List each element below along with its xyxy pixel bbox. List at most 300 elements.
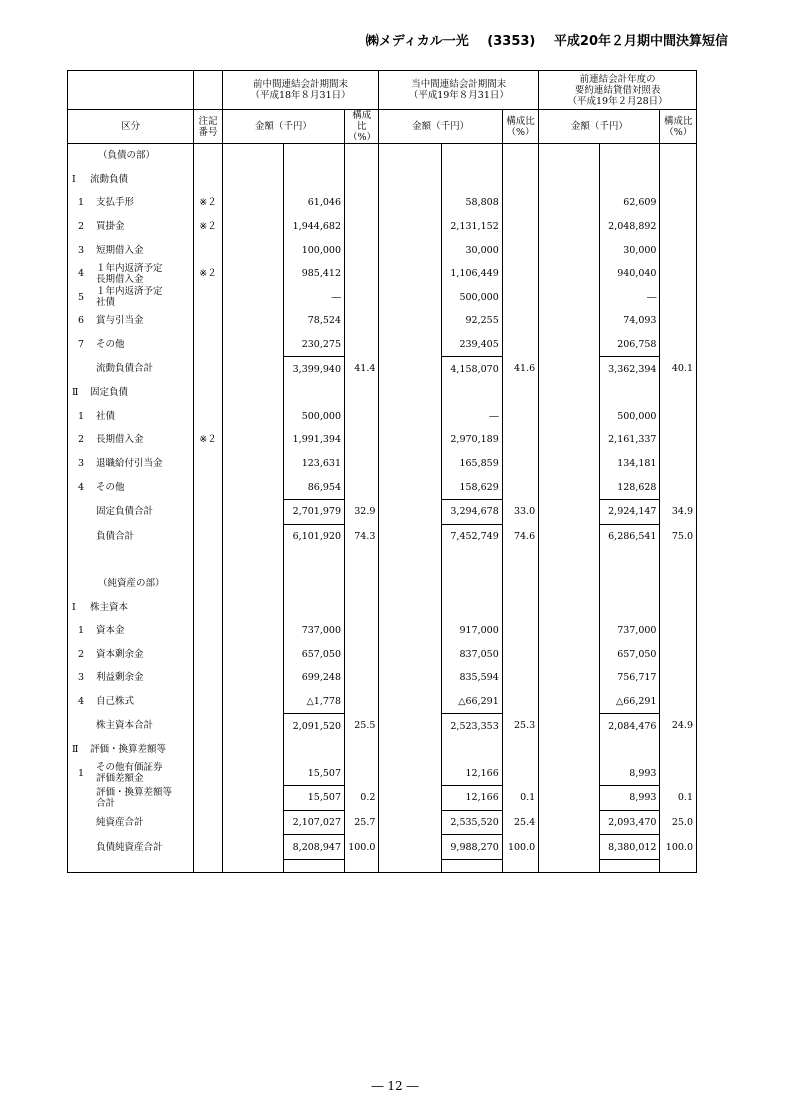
amount-cell: [284, 168, 345, 192]
ratio-cell: [345, 191, 379, 215]
company-name: ㈱メディカル一光: [365, 34, 469, 49]
table-row: [68, 524, 697, 548]
amount-cell: 8,380,012: [599, 835, 660, 860]
row-label: 3 短期借入金: [68, 238, 194, 262]
ratio-cell: 25.3: [502, 714, 538, 738]
amount-cell: 12,166: [442, 786, 503, 811]
table-row: [68, 333, 697, 357]
table-row: [68, 428, 697, 452]
note-ref: [194, 572, 222, 596]
amount-cell: 500,000: [284, 405, 345, 429]
table-row: [68, 666, 697, 690]
table-row: [68, 357, 697, 381]
table-row: [68, 238, 697, 262]
amount-cell: 7,452,749: [442, 524, 503, 548]
note-ref: [194, 499, 222, 524]
note-ref: [194, 309, 222, 333]
note-ref: [194, 524, 222, 548]
amount-cell: 8,208,947: [284, 835, 345, 860]
amount-cell: 6,101,920: [284, 524, 345, 548]
ratio-cell: [660, 144, 697, 168]
amount-cell: 2,970,189: [442, 428, 503, 452]
ratio-cell: [502, 619, 538, 643]
ratio-cell: [660, 572, 697, 596]
table-row: [68, 262, 697, 286]
note-ref: [194, 475, 222, 499]
ratio-cell: [502, 572, 538, 596]
col-head-ratio-3: 構成比 （%）: [660, 110, 697, 144]
ratio-cell: [502, 405, 538, 429]
ratio-cell: [345, 548, 379, 572]
amount-cell: 1,944,682: [284, 215, 345, 239]
amount-cell: 2,523,353: [442, 714, 503, 738]
ratio-cell: [660, 595, 697, 619]
ratio-cell: [660, 475, 697, 499]
amount-cell: 8,993: [599, 761, 660, 785]
ratio-cell: [502, 238, 538, 262]
amount-cell: 1,991,394: [284, 428, 345, 452]
ratio-cell: [345, 666, 379, 690]
amount-cell: 206,758: [599, 333, 660, 357]
col-head-kubun: 区分: [68, 110, 194, 144]
note-ref: [194, 357, 222, 381]
ratio-cell: 0.1: [660, 786, 697, 811]
ratio-cell: [502, 666, 538, 690]
table-row: [68, 499, 697, 524]
row-label: 4 １年内返済予定 長期借入金: [68, 262, 194, 286]
ratio-cell: [345, 738, 379, 762]
note-ref: [194, 144, 222, 168]
ratio-cell: 74.3: [345, 524, 379, 548]
row-number: 1: [78, 625, 85, 637]
note-ref: ※２: [194, 215, 222, 239]
row-label: 流動負債合計: [68, 357, 194, 381]
ratio-cell: [345, 452, 379, 476]
row-number: Ⅰ: [72, 601, 76, 613]
table-row: [68, 595, 697, 619]
note-ref: [194, 452, 222, 476]
note-ref: [194, 690, 222, 714]
ratio-cell: 0.1: [502, 786, 538, 811]
amount-cell: 8,993: [599, 786, 660, 811]
amount-cell: 15,507: [284, 786, 345, 811]
table-row: [68, 405, 697, 429]
amount-cell: 230,275: [284, 333, 345, 357]
ratio-cell: [345, 405, 379, 429]
row-number: 4: [78, 481, 85, 493]
col-head-amount-2: 金額（千円）: [379, 110, 502, 144]
ratio-cell: 75.0: [660, 524, 697, 548]
amount-cell: 2,701,979: [284, 499, 345, 524]
ratio-cell: 100.0: [502, 835, 538, 860]
col-head-ratio-2: 構成比 （%）: [502, 110, 538, 144]
table-row: [68, 690, 697, 714]
row-number: 2: [78, 648, 85, 660]
row-label: 固定負債合計: [68, 499, 194, 524]
ratio-cell: 40.1: [660, 357, 697, 381]
table-row: [68, 738, 697, 762]
period-header-curr-interim: 当中間連結会計期間末 （平成19年８月31日）: [379, 71, 539, 110]
ratio-cell: [345, 168, 379, 192]
ratio-cell: [502, 690, 538, 714]
amount-cell: [442, 738, 503, 762]
note-ref: [194, 238, 222, 262]
amount-cell: 2,535,520: [442, 810, 503, 835]
ratio-cell: 74.6: [502, 524, 538, 548]
ratio-cell: [345, 238, 379, 262]
row-label: 3 利益剰余金: [68, 666, 194, 690]
amount-cell: 985,412: [284, 262, 345, 286]
row-label: 1 その他有価証券 評価差額金: [68, 761, 194, 785]
ratio-cell: [345, 642, 379, 666]
table-row: [68, 191, 697, 215]
row-label: Ⅱ 固定負債: [68, 381, 194, 405]
amount-cell: 917,000: [442, 619, 503, 643]
amount-cell: 92,255: [442, 309, 503, 333]
note-ref: [194, 714, 222, 738]
amount-cell: ―: [599, 286, 660, 310]
amount-cell: [442, 595, 503, 619]
amount-cell: 2,924,147: [599, 499, 660, 524]
row-number: 1: [78, 410, 85, 422]
ratio-cell: [660, 428, 697, 452]
amount-cell: 15,507: [284, 761, 345, 785]
amount-cell: 30,000: [442, 238, 503, 262]
note-ref: [194, 619, 222, 643]
amount-cell: 837,050: [442, 642, 503, 666]
ratio-cell: [345, 761, 379, 785]
amount-cell: [599, 595, 660, 619]
ratio-cell: [502, 738, 538, 762]
ratio-cell: [345, 572, 379, 596]
table-row: [68, 168, 697, 192]
row-label: [68, 548, 194, 572]
amount-cell: 657,050: [284, 642, 345, 666]
amount-cell: 61,046: [284, 191, 345, 215]
ratio-cell: [345, 144, 379, 168]
amount-cell: [599, 572, 660, 596]
ratio-cell: [502, 309, 538, 333]
amount-cell: 737,000: [599, 619, 660, 643]
amount-cell: ―: [284, 286, 345, 310]
amount-cell: 500,000: [599, 405, 660, 429]
row-label: Ⅰ 株主資本: [68, 595, 194, 619]
amount-cell: [284, 144, 345, 168]
ratio-cell: [502, 642, 538, 666]
row-number: 3: [78, 458, 85, 470]
col-head-amount-1: 金額（千円）: [222, 110, 344, 144]
ratio-cell: [345, 428, 379, 452]
row-number: 3: [78, 672, 85, 684]
row-number: 5: [78, 291, 85, 303]
ratio-cell: 25.7: [345, 810, 379, 835]
header-row-periods: [68, 71, 697, 110]
ratio-cell: [660, 642, 697, 666]
ratio-cell: [502, 475, 538, 499]
amount-cell: 737,000: [284, 619, 345, 643]
amount-cell: 58,808: [442, 191, 503, 215]
ratio-cell: [660, 666, 697, 690]
row-label: 負債純資産合計: [68, 835, 194, 860]
note-ref: [194, 405, 222, 429]
row-label: 5 １年内返済予定 社債: [68, 286, 194, 310]
note-ref: [194, 666, 222, 690]
note-ref: ※２: [194, 428, 222, 452]
amount-cell: 9,988,270: [442, 835, 503, 860]
amount-cell: 78,524: [284, 309, 345, 333]
ratio-cell: [660, 405, 697, 429]
row-number: Ⅰ: [72, 173, 76, 185]
amount-cell: △66,291: [442, 690, 503, 714]
amount-cell: 100,000: [284, 238, 345, 262]
amount-cell: 2,107,027: [284, 810, 345, 835]
ratio-cell: [660, 333, 697, 357]
amount-cell: [442, 168, 503, 192]
row-number: 6: [78, 315, 85, 327]
amount-cell: 756,717: [599, 666, 660, 690]
amount-cell: [599, 381, 660, 405]
amount-cell: [442, 548, 503, 572]
amount-cell: [284, 548, 345, 572]
amount-cell: 2,091,520: [284, 714, 345, 738]
row-number: Ⅱ: [72, 387, 79, 399]
ratio-cell: [660, 191, 697, 215]
row-label: （純資産の部）: [68, 572, 194, 596]
ratio-cell: [502, 761, 538, 785]
row-label: 3 退職給付引当金: [68, 452, 194, 476]
ratio-cell: [660, 262, 697, 286]
ratio-cell: [660, 168, 697, 192]
ratio-cell: [502, 215, 538, 239]
ratio-cell: 41.4: [345, 357, 379, 381]
amount-cell: 500,000: [442, 286, 503, 310]
amount-cell: 3,399,940: [284, 357, 345, 381]
amount-cell: 12,166: [442, 761, 503, 785]
period-header-prev-interim: 前中間連結会計期間末 （平成18年８月31日）: [222, 71, 379, 110]
table-row: [68, 452, 697, 476]
row-label: 7 その他: [68, 333, 194, 357]
row-label: Ⅱ 評価・換算差額等: [68, 738, 194, 762]
amount-cell: 123,631: [284, 452, 345, 476]
report-title: 平成20年２月期中間決算短信: [553, 34, 728, 49]
amount-cell: 86,954: [284, 475, 345, 499]
amount-cell: 940,040: [599, 262, 660, 286]
amount-cell: 6,286,541: [599, 524, 660, 548]
amount-cell: 239,405: [442, 333, 503, 357]
row-number: 4: [78, 268, 85, 280]
amount-cell: 74,093: [599, 309, 660, 333]
ratio-cell: 25.4: [502, 810, 538, 835]
amount-cell: 657,050: [599, 642, 660, 666]
amount-cell: [599, 144, 660, 168]
row-number: 2: [78, 434, 85, 446]
note-ref: ※２: [194, 191, 222, 215]
row-label: 6 賞与引当金: [68, 309, 194, 333]
amount-cell: 2,161,337: [599, 428, 660, 452]
ratio-cell: [660, 619, 697, 643]
table-row: [68, 761, 697, 785]
note-ref: [194, 642, 222, 666]
ratio-cell: [345, 381, 379, 405]
note-ref: [194, 835, 222, 860]
amount-cell: [284, 595, 345, 619]
ratio-cell: [502, 144, 538, 168]
amount-cell: 2,084,476: [599, 714, 660, 738]
note-ref: [194, 761, 222, 785]
ratio-cell: [502, 262, 538, 286]
row-label: 純資産合計: [68, 810, 194, 835]
col-head-note: 注記 番号: [194, 110, 222, 144]
ratio-cell: [502, 286, 538, 310]
amount-cell: 1,106,449: [442, 262, 503, 286]
stock-code: (3353): [487, 34, 536, 49]
amount-cell: 835,594: [442, 666, 503, 690]
amount-cell: 2,131,152: [442, 215, 503, 239]
amount-cell: [442, 572, 503, 596]
ratio-cell: 32.9: [345, 499, 379, 524]
amount-cell: [284, 572, 345, 596]
row-label: 評価・換算差額等 合計: [68, 786, 194, 811]
ratio-cell: 100.0: [345, 835, 379, 860]
table-row: [68, 381, 697, 405]
ratio-cell: [502, 548, 538, 572]
table-row: [68, 810, 697, 835]
ratio-cell: [660, 238, 697, 262]
ratio-cell: 0.2: [345, 786, 379, 811]
row-number: 4: [78, 696, 85, 708]
ratio-cell: 25.0: [660, 810, 697, 835]
ratio-cell: [660, 548, 697, 572]
ratio-cell: [660, 452, 697, 476]
note-ref: [194, 168, 222, 192]
note-ref: [194, 595, 222, 619]
amount-cell: [442, 381, 503, 405]
amount-cell: 128,628: [599, 475, 660, 499]
row-label: Ⅰ 流動負債: [68, 168, 194, 192]
amount-cell: ―: [442, 405, 503, 429]
table-row: [68, 215, 697, 239]
amount-cell: 4,158,070: [442, 357, 503, 381]
table-row: [68, 144, 697, 168]
ratio-cell: [502, 333, 538, 357]
note-ref: ※２: [194, 262, 222, 286]
table-row: [68, 309, 697, 333]
period-header-prev-year: 前連結会計年度の 要約連結貸借対照表 （平成19年２月28日）: [539, 71, 697, 110]
row-label: 2 資本剰余金: [68, 642, 194, 666]
note-ref: [194, 786, 222, 811]
table-row: [68, 642, 697, 666]
amount-cell: △66,291: [599, 690, 660, 714]
header-row-columns: [68, 110, 697, 144]
ratio-cell: [345, 595, 379, 619]
ratio-cell: [345, 475, 379, 499]
amount-cell: 62,609: [599, 191, 660, 215]
ratio-cell: [502, 452, 538, 476]
row-label: 1 社債: [68, 405, 194, 429]
ratio-cell: 24.9: [660, 714, 697, 738]
table-row: [68, 786, 697, 811]
amount-cell: [442, 144, 503, 168]
ratio-cell: [345, 690, 379, 714]
note-ref: [194, 333, 222, 357]
row-number: 1: [78, 767, 85, 779]
row-number: Ⅱ: [72, 744, 79, 756]
amount-cell: 3,362,394: [599, 357, 660, 381]
amount-cell: [599, 738, 660, 762]
ratio-cell: [345, 286, 379, 310]
note-ref: [194, 548, 222, 572]
row-number: 1: [78, 197, 85, 209]
ratio-cell: [502, 381, 538, 405]
amount-cell: 158,629: [442, 475, 503, 499]
amount-cell: △1,778: [284, 690, 345, 714]
ratio-cell: [502, 191, 538, 215]
amount-cell: 165,859: [442, 452, 503, 476]
ratio-cell: [502, 595, 538, 619]
ratio-cell: [345, 333, 379, 357]
table-row: [68, 835, 697, 860]
ratio-cell: [502, 428, 538, 452]
amount-cell: 30,000: [599, 238, 660, 262]
table-row: [68, 286, 697, 310]
col-head-ratio-1: 構成比 （%）: [345, 110, 379, 144]
row-label: 2 買掛金: [68, 215, 194, 239]
ratio-cell: [345, 309, 379, 333]
ratio-cell: [660, 690, 697, 714]
row-number: 2: [78, 221, 85, 233]
row-label: 負債合計: [68, 524, 194, 548]
balance-sheet-body: [68, 144, 697, 873]
row-label: 1 資本金: [68, 619, 194, 643]
row-label: 株主資本合計: [68, 714, 194, 738]
row-label: 2 長期借入金: [68, 428, 194, 452]
col-head-amount-3: 金額（千円）: [539, 110, 660, 144]
row-number: 3: [78, 244, 85, 256]
row-label: 4 その他: [68, 475, 194, 499]
note-ref: [194, 810, 222, 835]
amount-cell: [284, 381, 345, 405]
amount-cell: 2,093,470: [599, 810, 660, 835]
ratio-cell: [660, 286, 697, 310]
table-row: [68, 572, 697, 596]
amount-cell: 134,181: [599, 452, 660, 476]
ratio-cell: 100.0: [660, 835, 697, 860]
row-label: （負債の部）: [68, 144, 194, 168]
ratio-cell: [660, 381, 697, 405]
row-label: 1 支払手形: [68, 191, 194, 215]
row-number: 7: [78, 339, 85, 351]
amount-cell: [284, 738, 345, 762]
note-ref: [194, 286, 222, 310]
ratio-cell: [660, 215, 697, 239]
table-row: [68, 475, 697, 499]
amount-cell: 3,294,678: [442, 499, 503, 524]
amount-cell: 699,248: [284, 666, 345, 690]
ratio-cell: [660, 761, 697, 785]
amount-cell: [599, 168, 660, 192]
page-header: [0, 30, 728, 49]
ratio-cell: [345, 262, 379, 286]
ratio-cell: 33.0: [502, 499, 538, 524]
balance-sheet-table: [67, 70, 697, 873]
ratio-cell: [345, 619, 379, 643]
ratio-cell: [345, 215, 379, 239]
table-row: [68, 714, 697, 738]
note-ref: [194, 381, 222, 405]
table-closing-row: [68, 859, 697, 872]
ratio-cell: 34.9: [660, 499, 697, 524]
table-row: [68, 548, 697, 572]
